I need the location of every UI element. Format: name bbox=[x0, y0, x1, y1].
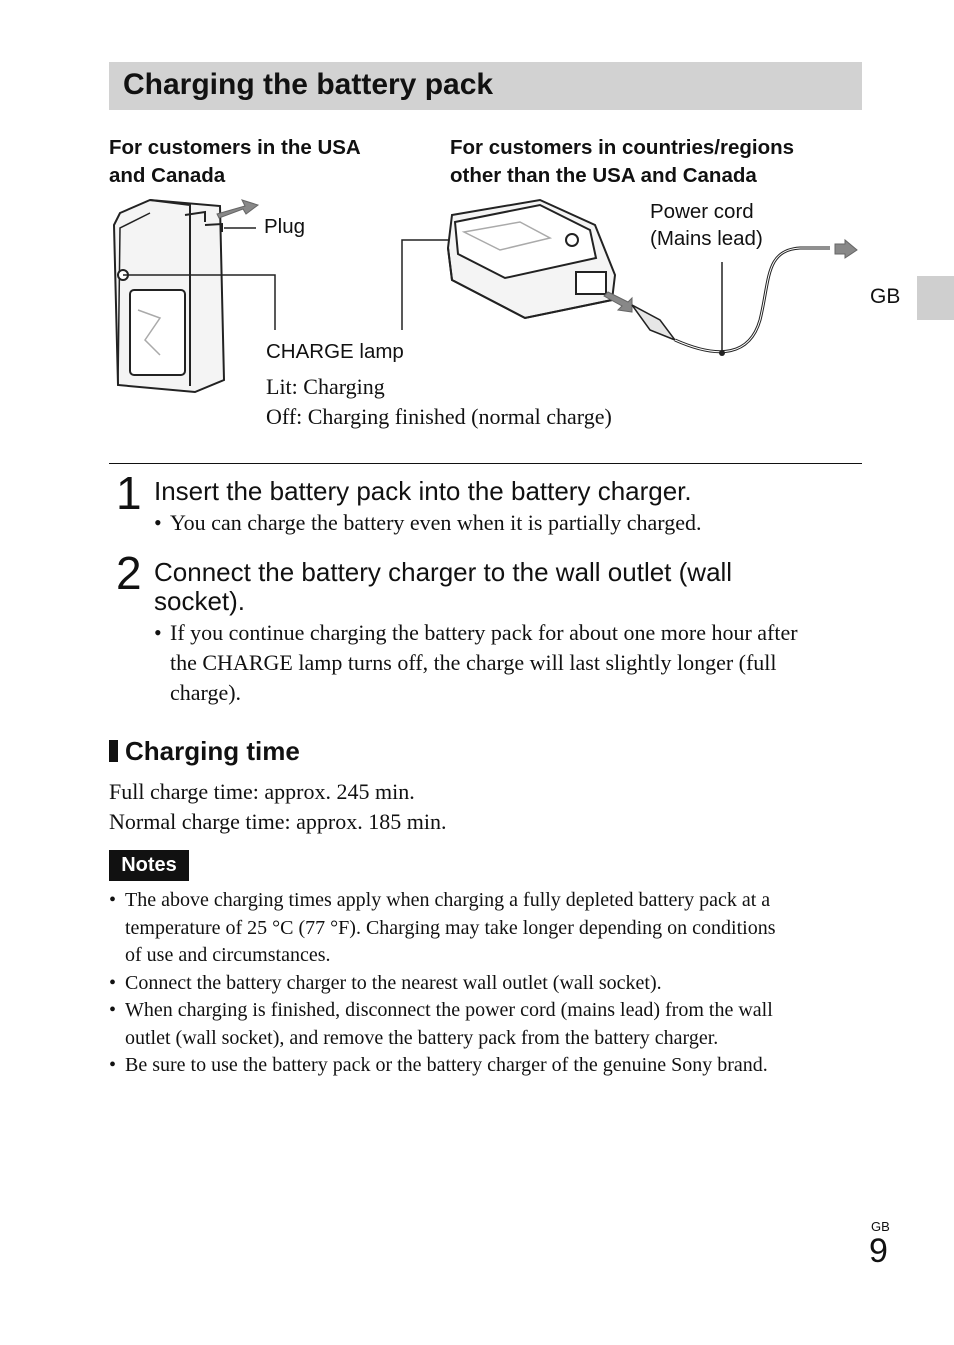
normal-charge-time: Normal charge time: approx. 185 min. bbox=[109, 809, 447, 834]
note-line: Be sure to use the battery pack or the battery charger of the genuine Sony brand. bbox=[125, 1054, 768, 1076]
step-1-bullet-text: You can charge the battery even when it is partially charged. bbox=[170, 510, 702, 535]
usa-heading-line: For customers in the USA bbox=[109, 136, 361, 159]
page-title: Charging the battery pack bbox=[123, 68, 494, 101]
language-tab-marker bbox=[917, 276, 954, 320]
step-2-bullet-text bbox=[170, 618, 798, 708]
note-item bbox=[109, 997, 869, 1052]
note-text bbox=[125, 887, 776, 970]
step-2-number: 2 bbox=[116, 547, 142, 599]
charging-time-heading bbox=[109, 736, 300, 767]
bullet-mark: • bbox=[109, 999, 117, 1021]
note-line: temperature of 25 °C (77 °F). Charging may take longer depending on conditions bbox=[125, 916, 776, 939]
heading-square-icon bbox=[109, 740, 118, 762]
full-charge-time: Full charge time: approx. 245 min. bbox=[109, 779, 415, 804]
step-2-bullet bbox=[154, 618, 864, 708]
step-2-text-line: Connect the battery charger to the wall outlet (wall bbox=[154, 557, 733, 587]
bullet-mark: • bbox=[109, 971, 117, 994]
plug-arrow bbox=[217, 200, 258, 218]
power-cord-label-line: Power cord bbox=[650, 200, 754, 223]
note-line: Connect the battery charger to the nearest wall outlet (wall socket). bbox=[125, 971, 662, 994]
step-2-bullet-line: the CHARGE lamp turns off, the charge will last slightly longer (full bbox=[170, 650, 777, 675]
note-item bbox=[109, 887, 869, 970]
page-number: 9 bbox=[869, 1232, 888, 1270]
step-1-number: 1 bbox=[116, 467, 142, 519]
page-language-code: GB bbox=[871, 1219, 890, 1234]
note-line: of use and circumstances. bbox=[125, 944, 331, 966]
bullet-mark: • bbox=[154, 510, 162, 535]
lit-charging-text: Lit: Charging bbox=[266, 374, 385, 399]
other-heading-line: For customers in countries/regions bbox=[450, 136, 795, 159]
language-tab-label: GB bbox=[870, 285, 901, 308]
step-2-bullet-line: charge). bbox=[170, 680, 242, 705]
bullet-mark: • bbox=[109, 1054, 117, 1076]
intl-charger-drawing bbox=[448, 200, 615, 318]
charger-illustration bbox=[0, 0, 954, 460]
step-1-bullet bbox=[154, 508, 854, 538]
usa-heading-line: and Canada bbox=[109, 164, 226, 187]
note-text bbox=[125, 997, 773, 1052]
note-line: outlet (wall socket), and remove the battery pack from the battery charger. bbox=[125, 1026, 719, 1049]
usa-charger-drawing bbox=[114, 200, 224, 392]
charging-time-heading-text: Charging time bbox=[125, 736, 300, 766]
note-text bbox=[125, 1052, 768, 1080]
other-heading-line: other than the USA and Canada bbox=[450, 164, 757, 187]
bullet-mark: • bbox=[109, 889, 117, 911]
note-item bbox=[109, 970, 869, 998]
step-2-text-line: socket). bbox=[154, 586, 246, 616]
plug-label: Plug bbox=[264, 215, 306, 238]
step-1-text: Insert the battery pack into the battery charger. bbox=[154, 476, 692, 506]
note-line: When charging is finished, disconnect the power cord (mains lead) from the wall bbox=[125, 999, 773, 1021]
note-line: The above charging times apply when charging a fully depleted battery pack at a bbox=[125, 889, 771, 911]
note-text bbox=[125, 970, 662, 998]
step-2-bullet-line: If you continue charging the battery pack for about one more hour after bbox=[170, 620, 798, 645]
power-cord-label bbox=[650, 198, 763, 252]
section-divider bbox=[109, 463, 862, 464]
note-item bbox=[109, 1052, 869, 1080]
notes-list bbox=[109, 887, 869, 1080]
off-charging-text: Off: Charging finished (normal charge) bbox=[266, 404, 612, 429]
power-cord-label-line: (Mains lead) bbox=[650, 227, 763, 250]
notes-badge: Notes bbox=[109, 850, 189, 881]
charge-lamp-label: CHARGE lamp bbox=[266, 340, 404, 363]
step-2-text bbox=[154, 558, 732, 616]
bullet-mark: • bbox=[154, 620, 162, 645]
